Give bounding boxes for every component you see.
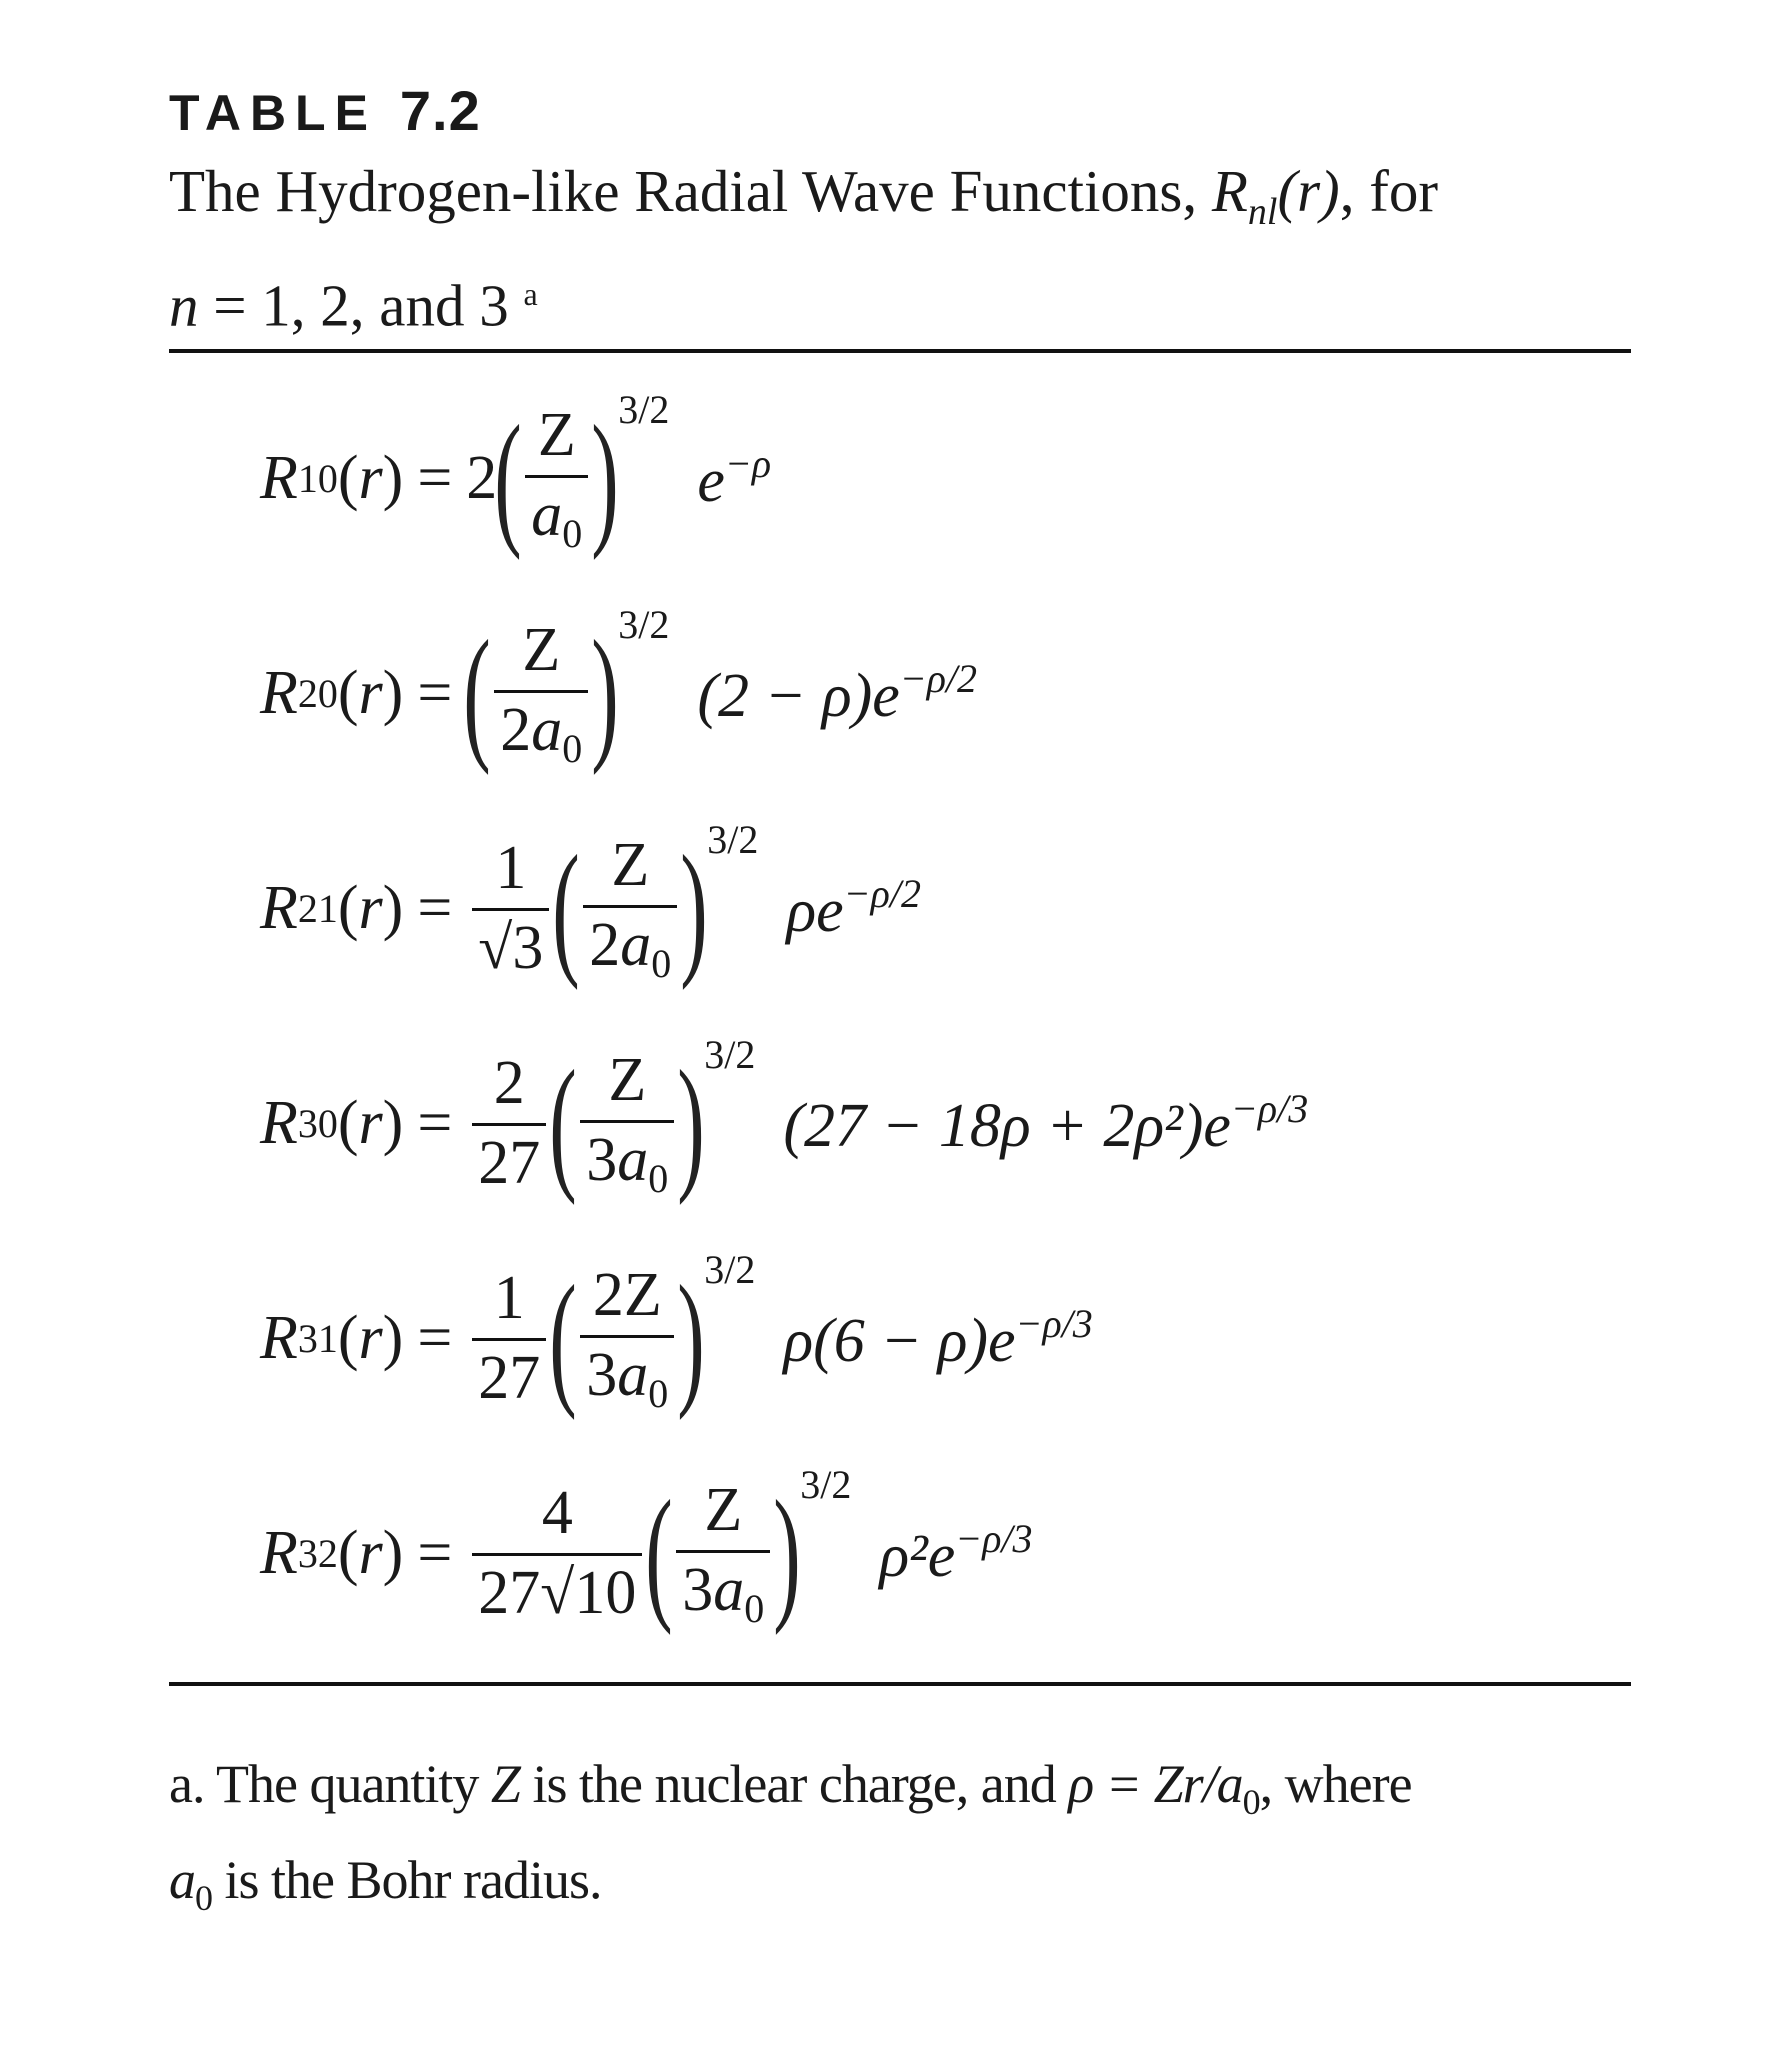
- function-symbol: R: [260, 1303, 298, 1372]
- inner-fraction: [583, 830, 677, 987]
- inner-numerator: Z: [611, 830, 650, 899]
- function-index: 30: [297, 1100, 338, 1146]
- footnote-mid: is the nuclear charge, and: [519, 1754, 1069, 1814]
- footnote-text: a. The quantity: [169, 1754, 491, 1814]
- function-symbol: R: [260, 443, 298, 512]
- inner-fraction: [525, 400, 588, 557]
- function-arg: (r): [337, 1088, 404, 1157]
- coefficient: 2: [466, 443, 498, 512]
- inner-denominator: $2a_0$: [494, 690, 588, 772]
- table-label: [169, 78, 481, 143]
- exponent: 3/2: [618, 602, 670, 647]
- equals-sign: =: [417, 1303, 453, 1372]
- table-label-text: TABLE: [169, 85, 377, 141]
- title-line2: = 1, 2, and 3: [198, 272, 509, 339]
- numerator: 4: [541, 1478, 573, 1547]
- title-symbol-sub: nl: [1247, 190, 1278, 233]
- right-paren: ): [680, 825, 708, 991]
- title-text: The Hydrogen-like Radial Wave Functions,: [169, 158, 1212, 224]
- equation-row: [260, 378, 771, 578]
- function-arg: (r): [337, 658, 404, 727]
- inner-numerator: Z: [704, 1475, 743, 1544]
- footnote-line2: is the Bohr radius.: [212, 1849, 602, 1910]
- inner-denominator: $3a_0$: [580, 1335, 674, 1417]
- right-paren: ): [591, 610, 619, 776]
- numerator: 1: [495, 833, 527, 902]
- radial-part: $\rho^2e^{-\rho/3}$: [879, 1515, 1033, 1590]
- coefficient-fraction: [472, 1263, 546, 1414]
- footnote-mark: a: [523, 275, 538, 312]
- function-index: 21: [297, 885, 338, 931]
- radial-part: $\rho(6 - \rho)e^{-\rho/3}$: [783, 1300, 1093, 1375]
- denominator: 27: [472, 1123, 546, 1199]
- left-paren: (: [552, 825, 581, 991]
- function-symbol: R: [260, 1088, 298, 1157]
- function-symbol: R: [260, 1518, 298, 1587]
- equals-sign: =: [417, 658, 453, 727]
- footnote: [169, 1745, 1649, 1937]
- inner-fraction: [580, 1260, 674, 1417]
- inner-denominator: $3a_0$: [580, 1120, 674, 1202]
- inner-fraction: [676, 1475, 770, 1632]
- title-n: n: [169, 272, 199, 339]
- inner-denominator: $3a_0$: [676, 1550, 770, 1632]
- footnote-a-sub: 0: [195, 1877, 212, 1918]
- radial-part: $\rho e^{-\rho/2}$: [786, 870, 921, 945]
- function-index: 20: [297, 670, 338, 716]
- left-paren: (: [549, 1255, 578, 1421]
- equation-row: [260, 1238, 1093, 1438]
- title-symbol: R: [1211, 158, 1248, 224]
- exponent: 3/2: [704, 1247, 756, 1292]
- radial-part: $(27 - 18\rho + 2\rho^2)e^{-\rho/3}$: [783, 1085, 1309, 1160]
- table-title: [169, 150, 1639, 346]
- right-paren: ): [591, 395, 619, 561]
- left-paren: (: [463, 610, 492, 776]
- denominator: 27√10: [472, 1553, 642, 1629]
- inner-numerator: 2Z: [592, 1260, 662, 1329]
- equals-sign: =: [417, 443, 453, 512]
- right-paren: ): [677, 1255, 705, 1421]
- table-number: 7.2: [399, 79, 481, 142]
- footnote-rho: ρ = Zr/a: [1068, 1754, 1243, 1814]
- numerator: 2: [493, 1048, 525, 1117]
- footnote-z: Z: [490, 1754, 520, 1814]
- function-index: 10: [297, 455, 338, 501]
- inner-numerator: Z: [537, 400, 576, 469]
- footnote-end: , where: [1259, 1754, 1412, 1814]
- exponent: 3/2: [800, 1462, 852, 1507]
- denominator: √3: [472, 908, 549, 984]
- equation-row: [260, 1023, 1308, 1223]
- left-paren: (: [494, 395, 523, 561]
- left-paren: (: [549, 1040, 578, 1206]
- function-arg: (r): [337, 443, 404, 512]
- title-symbol-arg: (r): [1277, 158, 1340, 224]
- inner-fraction: [580, 1045, 674, 1202]
- function-symbol: R: [260, 873, 298, 942]
- function-index: 32: [297, 1530, 338, 1576]
- exponent: 3/2: [618, 387, 670, 432]
- numerator: 1: [493, 1263, 525, 1332]
- top-rule: [169, 349, 1631, 353]
- inner-denominator: $a_0$: [525, 475, 588, 557]
- inner-denominator: $2a_0$: [583, 905, 677, 987]
- footnote-a: a: [169, 1849, 195, 1910]
- exponent: 3/2: [707, 817, 759, 862]
- equals-sign: =: [417, 873, 453, 942]
- denominator: 27: [472, 1338, 546, 1414]
- equals-sign: =: [417, 1088, 453, 1157]
- function-arg: (r): [337, 873, 404, 942]
- equals-sign: =: [417, 1518, 453, 1587]
- inner-numerator: Z: [608, 1045, 647, 1114]
- inner-fraction: [494, 615, 588, 772]
- function-arg: (r): [337, 1303, 404, 1372]
- right-paren: ): [773, 1470, 801, 1636]
- left-paren: (: [645, 1470, 674, 1636]
- coefficient-fraction: [472, 833, 549, 984]
- equation-row: [260, 1453, 1033, 1653]
- right-paren: ): [677, 1040, 705, 1206]
- equation-row: [260, 808, 921, 1008]
- bottom-rule: [169, 1682, 1631, 1686]
- exponent: 3/2: [704, 1032, 756, 1077]
- function-index: 31: [297, 1315, 338, 1361]
- radial-part: $(2 - \rho)e^{-\rho/2}$: [697, 655, 978, 730]
- equation-row: [260, 593, 977, 793]
- inner-numerator: Z: [522, 615, 561, 684]
- function-symbol: R: [260, 658, 298, 727]
- title-after: , for: [1339, 158, 1438, 224]
- coefficient-fraction: [472, 1478, 642, 1629]
- radial-part: $e^{-\rho}$: [697, 440, 772, 515]
- coefficient-fraction: [472, 1048, 546, 1199]
- footnote-rho-sub: 0: [1242, 1781, 1260, 1822]
- function-arg: (r): [337, 1518, 404, 1587]
